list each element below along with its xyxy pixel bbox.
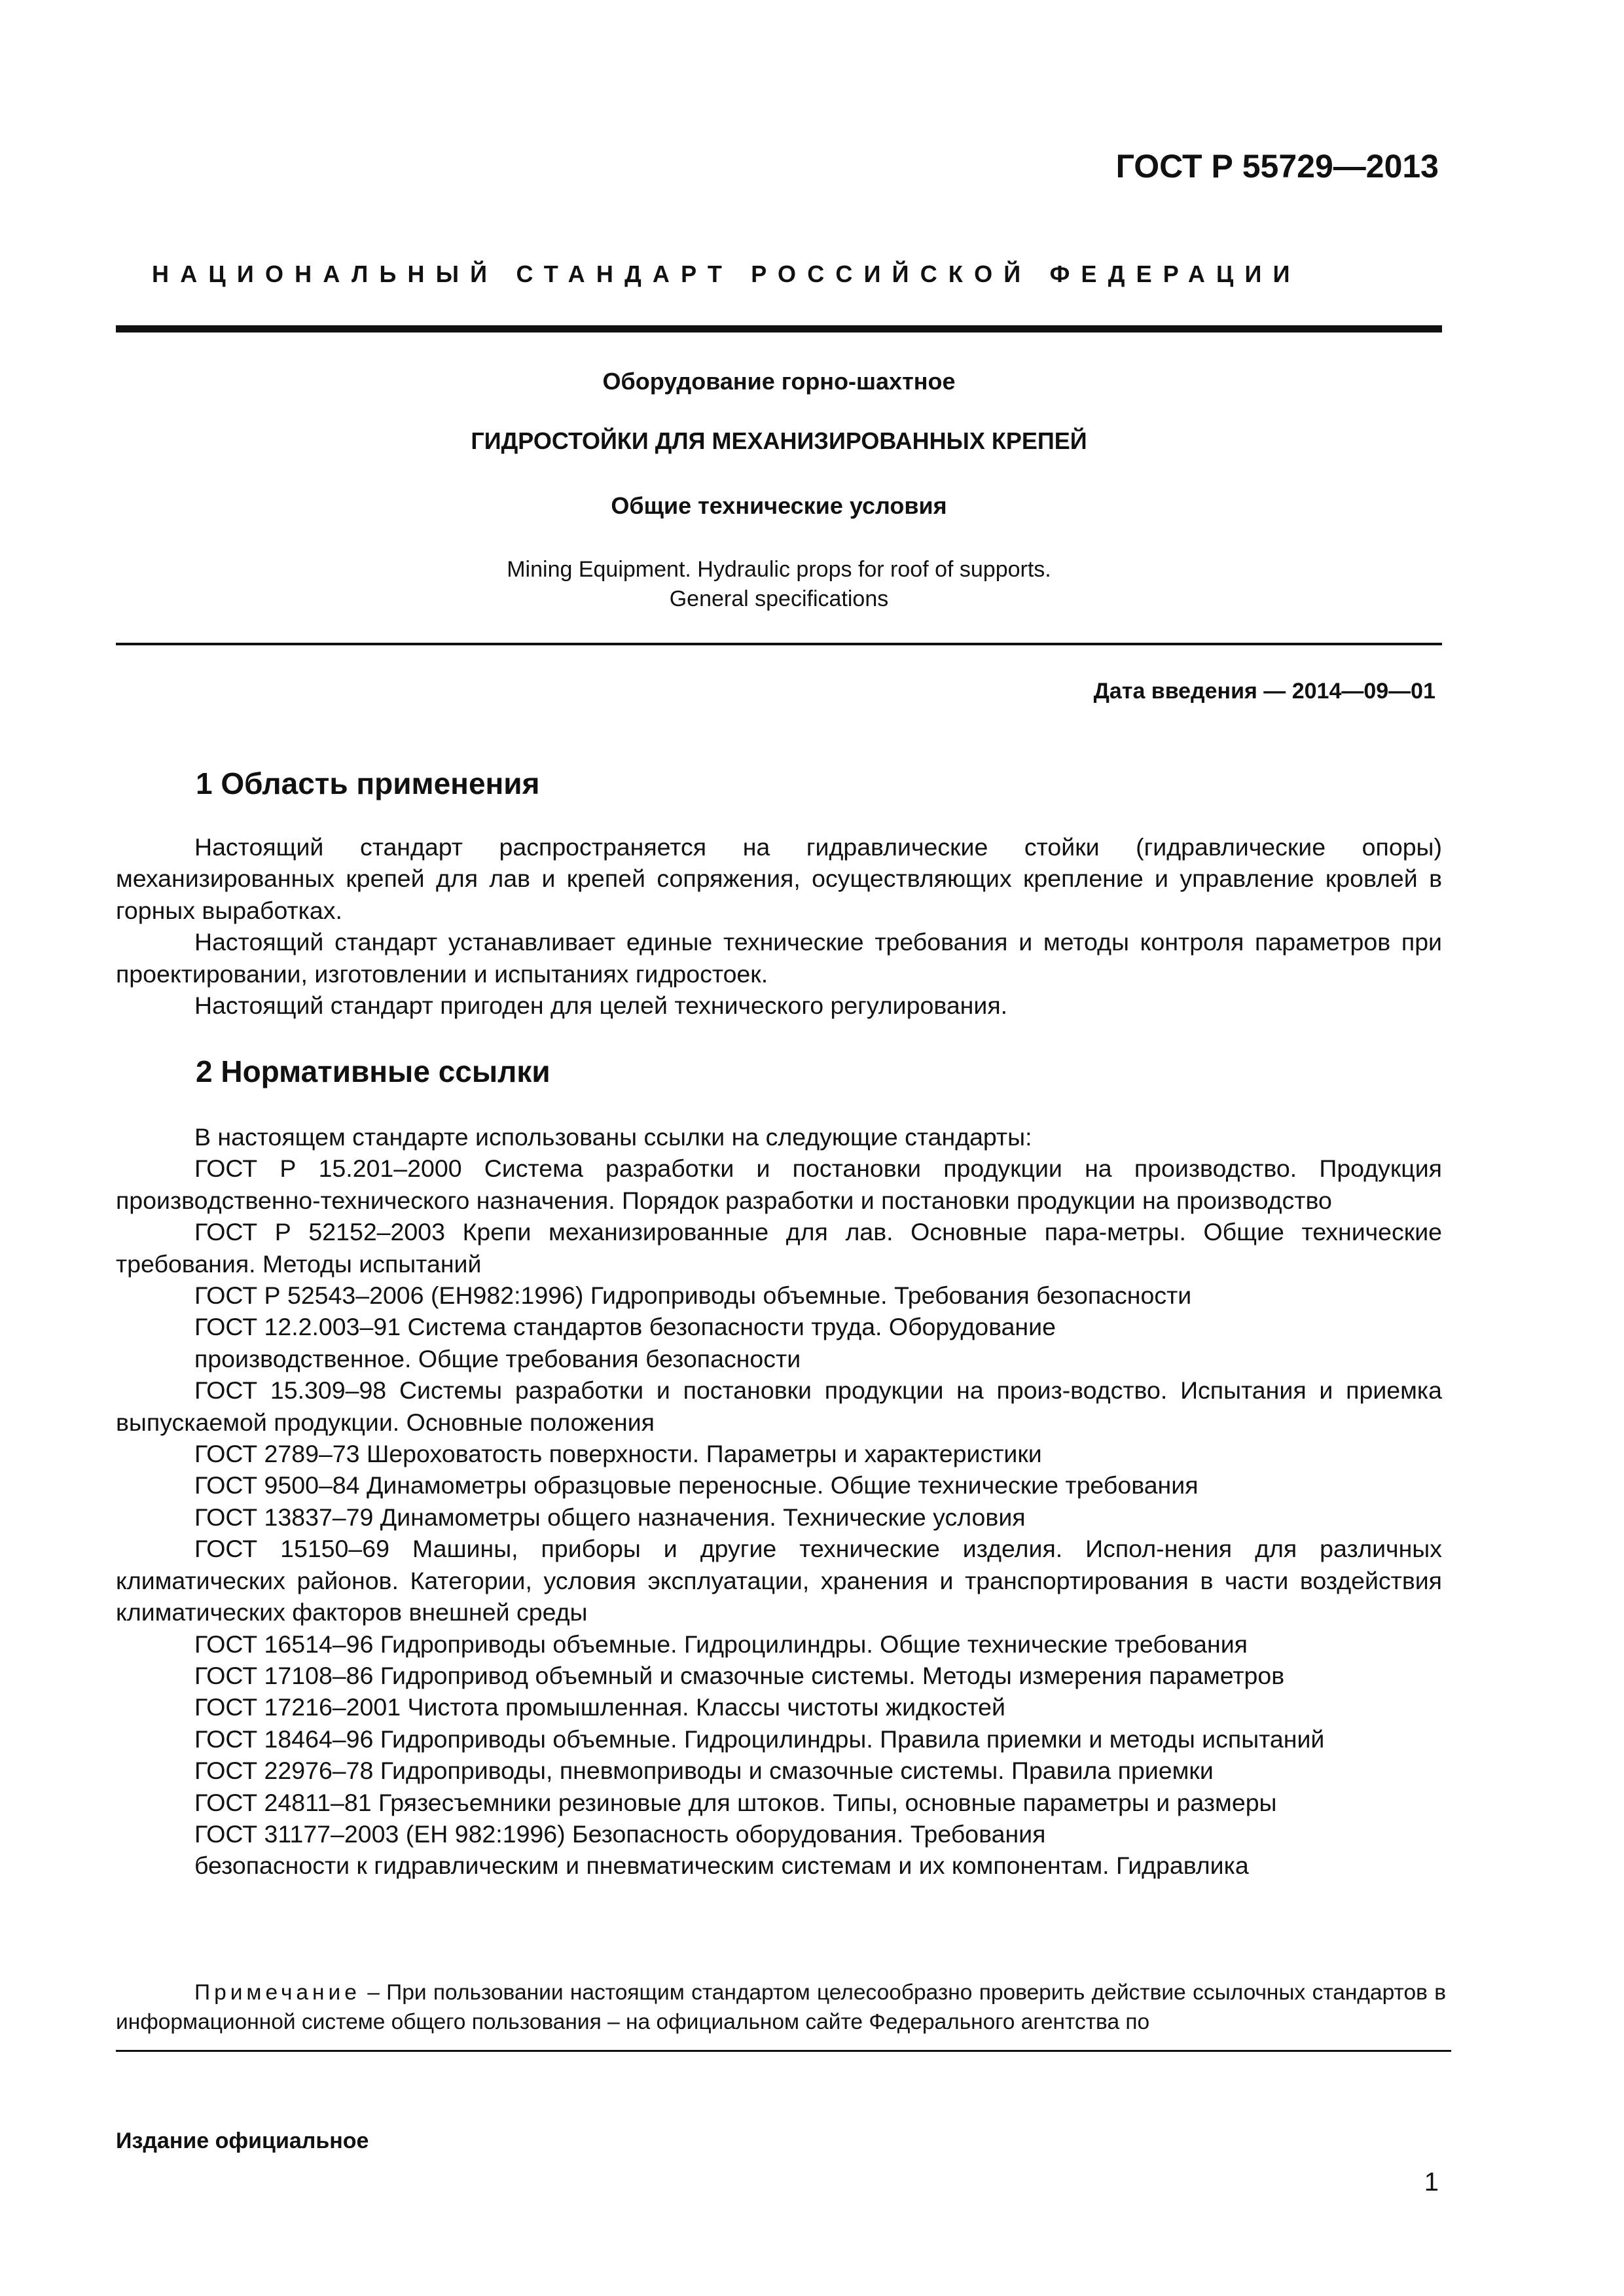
reference-item: ГОСТ 13837–79 Динамометры общего назначения. Технические условия [194,1503,1026,1531]
reference-item: ГОСТ 17216–2001 Чистота промышленная. Классы чистоты жидкостей [194,1693,1005,1721]
reference-item: ГОСТ 12.2.003–91 Система стандартов безопасности труда. Оборудование [194,1313,1056,1341]
reference-item: ГОСТ Р 52543–2006 (ЕН982:1996) Гидроприводы объемные. Требования безопасности [194,1282,1192,1310]
references-intro: В настоящем стандарте использованы ссылки на следующие стандарты: [194,1123,1032,1151]
title-main: ГИДРОСТОЙКИ ДЛЯ МЕХАНИЗИРОВАННЫХ КРЕПЕЙ [471,427,1087,454]
introduction-date: Дата введения — 2014—09—01 [1093,679,1435,704]
note-rule [116,2050,1451,2052]
note-block [116,1978,1446,2037]
reference-item: ГОСТ 15.309–98 Системы разработки и постановки продукции на произ-водство. Испытания и приемка выпускаемой продукции. Основные положения [116,1376,1442,1436]
page-number: 1 [1424,2168,1439,2197]
section-1-title: 1 Область применения [196,766,540,800]
note-label: Примечание [194,1981,361,2005]
reference-item: производственное. Общие требования безопасности [194,1344,801,1372]
title-english-line-1: Mining Equipment. Hydraulic props for roof of supports. [507,557,1051,582]
national-standard-heading: НАЦИОНАЛЬНЫЙ СТАНДАРТ РОССИЙСКОЙ ФЕДЕРАЦИИ [152,260,1301,287]
title-english [116,555,1442,614]
section-2-title: 2 Нормативные ссылки [196,1054,550,1088]
reference-item: ГОСТ 16514–96 Гидроприводы объемные. Гидроцилиндры. Общие технические требования [194,1630,1248,1658]
reference-item: ГОСТ 15150–69 Машины, приборы и другие технические изделия. Испол-нения для различных климатических районов. Категории, условия эксплуатации, хранения и транспортирования в части воздействия климатических факторов внешней среды [116,1535,1442,1626]
reference-item: ГОСТ Р 15.201–2000 Система разработки и постановки продукции на производство. Продукция производственно-технического назначения. Порядок разработки и постановки продукции на производство [116,1155,1442,1214]
title-english-line-2: General specifications [669,586,889,611]
reference-item: безопасности к гидравлическим и пневматическим системам и их компонентам. Гидравлика [194,1852,1249,1880]
reference-item: ГОСТ Р 52152–2003 Крепи механизированные для лав. Основные пара-метры. Общие технические требования. Методы испытаний [116,1218,1442,1278]
header-rule [116,325,1442,332]
reference-item: ГОСТ 18464–96 Гидроприводы объемные. Гидроцилиндры. Правила приемки и методы испытаний [194,1725,1325,1753]
reference-item: ГОСТ 2789–73 Шероховатость поверхности. Параметры и характеристики [194,1440,1042,1468]
note-body: – При пользовании настоящим стандартом целесообразно проверить действие ссылочных стандартов в информационной системе общего пользования – на официальном сайте Федерального агентства по [116,1981,1446,2034]
section-2-body [116,1121,1442,1882]
note-text [116,1978,1446,2037]
section-1-body [116,831,1442,1021]
reference-item: ГОСТ 22976–78 Гидроприводы, пневмоприводы и смазочные системы. Правила приемки [194,1757,1214,1785]
section-1-paragraph: Настоящий стандарт пригоден для целей технического регулирования. [194,992,1008,1020]
title-subtitle: Общие технические условия [611,492,947,519]
reference-item: ГОСТ 17108–86 Гидропривод объемный и смазочные системы. Методы измерения параметров [194,1661,1285,1689]
section-1-paragraph: Настоящий стандарт распространяется на гидравлические стойки (гидравлические опоры) механизированных крепей для лав и крепей сопряжения, осуществляющих крепление и управление кровлей в горных выработках. [116,833,1442,924]
reference-item: ГОСТ 24811–81 Грязесъемники резиновые для штоков. Типы, основные параметры и размеры [194,1788,1277,1816]
edition-label: Издание официальное [116,2128,369,2153]
title-rule [116,643,1442,645]
title-group: Оборудование горно-шахтное [602,368,956,395]
document-number: ГОСТ Р 55729—2013 [1115,148,1439,185]
reference-item: ГОСТ 9500–84 Динамометры образцовые переносные. Общие технические требования [194,1471,1199,1499]
reference-item: ГОСТ 31177–2003 (ЕН 982:1996) Безопасность оборудования. Требования [194,1820,1046,1848]
section-1-paragraph: Настоящий стандарт устанавливает единые технические требования и методы контроля параметров при проектировании, изготовлении и испытаниях гидростоек. [116,928,1442,988]
